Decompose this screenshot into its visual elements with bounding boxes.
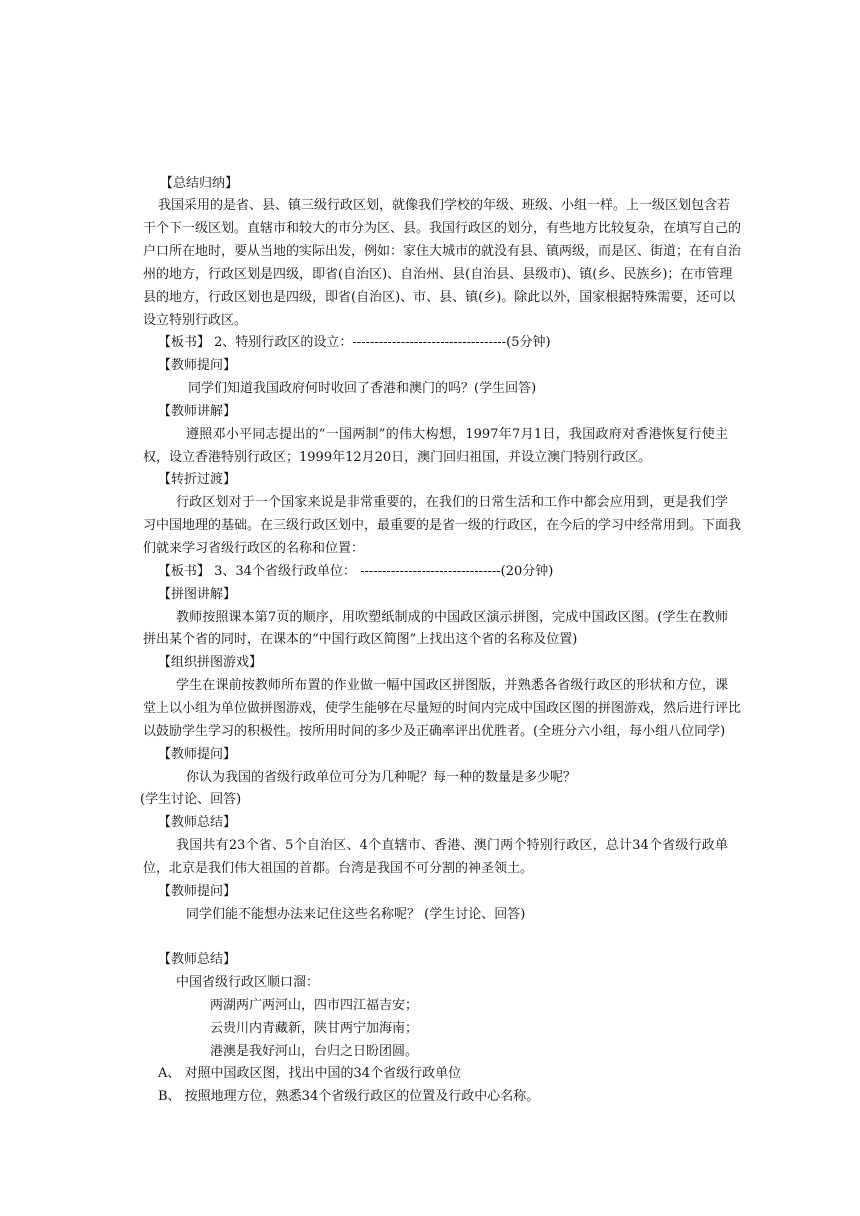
paragraph-line: 设立特别行政区。 (143, 313, 248, 328)
heading-teacher-question: 【教师提问】 (158, 884, 237, 899)
paragraph-line: 户口所在地时，要从当地的实际出发，例如：家住大城市的就没有县、镇两级，而是区、街道；在有自治 (143, 244, 742, 259)
paragraph-line: 遵照邓小平同志提出的“一国两制”的伟大构想，1997年7月1日，我国政府对香港恢复行使主 (186, 427, 728, 442)
board-note: 【板书】 3、34个省级行政单位： --------------------------------(20分钟) (158, 564, 554, 579)
paragraph-line: 教师按照课本第7页的顺序，用吹塑纸制成的中国政区演示拼图，完成中国政区图。(学生在教师 (176, 610, 728, 625)
heading-puzzle-game: 【组织拼图游戏】 (158, 655, 263, 670)
paragraph-line: 行政区划对于一个国家来说是非常重要的，在我们的日常生活和工作中都会应用到，更是我们学 (176, 495, 728, 510)
paragraph-line: 中国省级行政区顺口溜： (176, 975, 320, 990)
rhyme-line: 港澳是我好河山，台归之日盼团圆。 (210, 1044, 419, 1059)
heading-teacher-question: 【教师提问】 (158, 358, 237, 373)
paragraph-line: 县的地方，行政区划也是四级，即省(自治区)、市、县、镇(乡)。除此以外，国家根据特殊需要，还可以 (143, 290, 736, 305)
paragraph-line: 位，北京是我们伟大祖国的首都。台湾是我国不可分割的神圣领土。 (143, 861, 534, 876)
board-note: 【板书】 2、特别行政区的设立：-----------------------------------(5分钟) (158, 335, 551, 350)
heading-summary: 【总结归纳】 (160, 176, 239, 191)
paragraph-line: 以鼓励学生学习的积极性。按所用时间的多少及正确率评出优胜者。(全班分六小组，每小组八位同学) (143, 724, 726, 739)
heading-teacher-summary: 【教师总结】 (158, 815, 237, 830)
heading-puzzle-explanation: 【拼图讲解】 (158, 587, 237, 602)
heading-teacher-question: 【教师提问】 (158, 747, 237, 762)
paragraph-line: 学生在课前按教师所布置的作业做一幅中国政区拼图版，并熟悉各省级行政区的形状和方位，课 (176, 678, 728, 693)
paragraph-line: 同学们能不能想办法来记住这些名称呢？ (学生讨论、回答) (186, 907, 526, 922)
paragraph-line: 拼出某个省的同时，在课本的“中国行政区简图”上找出这个省的名称及位置) (143, 632, 578, 647)
heading-transition: 【转折过渡】 (158, 472, 237, 487)
paragraph-line: 干个下一级区划。直辖市和较大的市分为区、县。我国行政区的划分，有些地方比较复杂，在填写自己的 (143, 221, 742, 236)
paragraph-line: 你认为我国的省级行政单位可分为几种呢？每一种的数量是多少呢？ (186, 770, 577, 785)
paragraph-line: 堂上以小组为单位做拼图游戏，使学生能够在尽量短的时间内完成中国政区图的拼图游戏，然后进行评比 (143, 701, 742, 716)
list-item-a: A、 对照中国政区图，找出中国的34个省级行政单位 (158, 1066, 462, 1081)
list-item-b: B、 按照地理方位，熟悉34个省级行政区的位置及行政中心名称。 (158, 1089, 540, 1104)
paragraph-line: 我国共有23个省、5个自治区、4个直辖市、香港、澳门两个特别行政区，总计34个省级行政单 (176, 838, 728, 853)
rhyme-line: 两湖两广两河山，四市四江福吉安； (210, 998, 419, 1013)
paragraph-line: (学生讨论、回答) (140, 792, 242, 807)
heading-teacher-explanation: 【教师讲解】 (158, 404, 237, 419)
paragraph-line: 同学们知道我国政府何时收回了香港和澳门的吗？(学生回答) (188, 381, 537, 396)
paragraph-line: 权，设立香港特别行政区；1999年12月20日，澳门回归祖国，并设立澳门特别行政区。 (143, 450, 652, 465)
paragraph-line: 们就来学习省级行政区的名称和位置： (143, 541, 365, 556)
paragraph-line: 州的地方，行政区划是四级，即省(自治区)、自治州、县(自治县、县级市)、镇(乡、民族乡)；在市管理 (143, 267, 733, 282)
paragraph-line: 我国采用的是省、县、镇三级行政区划，就像我们学校的年级、班级、小组一样。上一级区划包含若 (158, 198, 731, 213)
heading-teacher-summary: 【教师总结】 (158, 952, 237, 967)
paragraph-line: 习中国地理的基础。在三级行政区划中，最重要的是省一级的行政区，在今后的学习中经常用到。下面我 (143, 518, 742, 533)
rhyme-line: 云贵川内青藏新，陕甘两宁加海南； (210, 1021, 419, 1036)
